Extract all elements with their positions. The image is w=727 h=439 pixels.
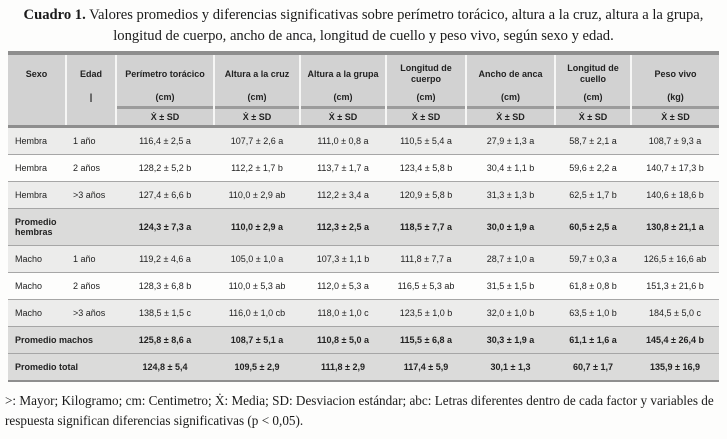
column-stat-label: Ẋ ± SD [578,112,608,123]
value-cell: 31,5 ± 1,5 b [466,273,555,300]
value-cell: 108,7 ± 9,3 a [631,127,719,155]
edad-cell: >3 años [66,300,116,327]
group-label-cell [8,209,116,246]
column-unit: (cm) [333,92,353,103]
table-row [8,327,719,354]
column-stat-label [67,109,115,125]
value-cell: 135,9 ± 16,9 [631,354,719,382]
column-title: Longitud de cuello [567,63,619,84]
column-header-longitud-de-cuello [555,53,631,127]
value-cell: 60,7 ± 1,7 [555,354,631,382]
value-cell: 110,8 ± 5,0 a [300,327,386,354]
value-cell: 110,0 ± 5,3 ab [214,273,300,300]
column-header-peso-vivo [631,53,719,127]
value-cell: 115,5 ± 6,8 a [386,327,466,354]
group-label-cell: Promedio total [8,354,116,382]
value-cell: 111,0 ± 0,8 a [300,127,386,155]
column-title: Sexo [25,68,48,79]
column-header-ancho-de-anca [466,53,555,127]
value-cell: 61,1 ± 1,6 a [555,327,631,354]
value-cell: 107,7 ± 2,6 a [214,127,300,155]
column-unit [8,90,65,105]
column-header-per-metro-tor-cico [116,53,214,127]
table-row [8,354,719,382]
caption-text: Valores promedios y diferencias significativas sobre perímetro torácico, altura a la cruz, altura a la grupa, longitud de cuerpo, ancho de anca, longitud de cuello y peso vivo, según sexo y edad. [85,7,704,44]
value-cell: 118,0 ± 1,0 c [300,300,386,327]
edad-cell: >3 años [66,182,116,209]
column-stat-label [8,109,65,125]
value-cell: 126,5 ± 16,6 ab [631,246,719,273]
column-header-edad [66,53,116,127]
sexo-cell: Hembra [8,155,66,182]
value-cell: 111,8 ± 2,9 [300,354,386,382]
sexo-cell: Hembra [8,127,66,155]
value-cell: 30,3 ± 1,9 a [466,327,555,354]
column-title: Altura a la cruz [224,68,290,79]
value-cell: 118,5 ± 7,7 a [386,209,466,246]
edad-cell: 1 año [66,246,116,273]
value-cell: 125,8 ± 8,6 a [116,327,214,354]
value-cell: 140,6 ± 18,6 b [631,182,719,209]
column-unit: (kg) [667,92,684,103]
column-title: Longitud de cuerpo [400,63,452,84]
value-cell: 110,0 ± 2,9 a [214,209,300,246]
column-unit: (cm) [583,92,603,103]
value-cell: 116,0 ± 1,0 cb [214,300,300,327]
value-cell: 60,5 ± 2,5 a [555,209,631,246]
value-cell: 112,3 ± 2,5 a [300,209,386,246]
value-cell: 128,2 ± 5,2 b [116,155,214,182]
page [0,5,727,439]
value-cell: 123,5 ± 1,0 b [386,300,466,327]
value-cell: 123,4 ± 5,8 b [386,155,466,182]
table-caption [8,5,719,46]
group-label: Promedio hembras [15,217,57,238]
table-body [8,127,719,382]
value-cell: 128,3 ± 6,8 b [116,273,214,300]
column-stat-label: Ẋ ± SD [661,112,690,123]
value-cell: 30,1 ± 1,3 [466,354,555,382]
value-cell: 58,7 ± 2,1 a [555,127,631,155]
value-cell: 112,2 ± 1,7 b [214,155,300,182]
table-row [8,300,719,327]
table-footnote: >: Mayor; Kilogramo; cm: Centimetro; Ẋ: Media; SD: Desviacion estándar; abc: Letras diferentes dentro de cada factor y variables de respuesta significan diferencias significativas (p < 0,05). [5,393,714,429]
value-cell: 112,0 ± 5,3 a [300,273,386,300]
value-cell: 59,6 ± 2,2 a [555,155,631,182]
value-cell: 61,8 ± 0,8 b [555,273,631,300]
column-unit: (cm) [247,92,267,103]
group-label-cell: Promedio machos [8,327,116,354]
value-cell: 130,8 ± 21,1 a [631,209,719,246]
column-stat-label: Ẋ ± SD [242,112,272,123]
caption-label: Cuadro 1. [23,7,86,23]
value-cell: 116,5 ± 5,3 ab [386,273,466,300]
value-cell: 110,0 ± 2,9 ab [214,182,300,209]
value-cell: 127,4 ± 6,6 b [116,182,214,209]
value-cell: 32,0 ± 1,0 b [466,300,555,327]
table-row [8,182,719,209]
table-row [8,209,719,246]
value-cell: 62,5 ± 1,7 b [555,182,631,209]
column-stat-label: Ẋ ± SD [496,112,525,123]
column-header-sexo [8,53,66,127]
value-cell: 117,4 ± 5,9 [386,354,466,382]
table-row [8,155,719,182]
value-cell: 124,8 ± 5,4 [116,354,214,382]
value-cell: 151,3 ± 21,6 b [631,273,719,300]
table-row [8,246,719,273]
column-header-altura-a-la-cruz [214,53,300,127]
column-unit: | [89,92,93,103]
value-cell: 63,5 ± 1,0 b [555,300,631,327]
table-header [8,53,719,127]
value-cell: 111,8 ± 7,7 a [386,246,466,273]
value-cell: 27,9 ± 1,3 a [466,127,555,155]
table-row [8,273,719,300]
value-cell: 113,7 ± 1,7 a [300,155,386,182]
value-cell: 184,5 ± 5,0 c [631,300,719,327]
sexo-cell: Macho [8,300,66,327]
value-cell: 30,4 ± 1,1 b [466,155,555,182]
column-header-longitud-de-cuerpo [386,53,466,127]
column-unit: (cm) [500,92,520,103]
table-row [8,127,719,155]
value-cell: 31,3 ± 1,3 b [466,182,555,209]
value-cell: 120,9 ± 5,8 b [386,182,466,209]
sexo-cell: Hembra [8,182,66,209]
column-title: Peso vivo [654,68,697,79]
edad-cell: 1 año [66,127,116,155]
value-cell: 124,3 ± 7,3 a [116,209,214,246]
column-title: Altura a la grupa [307,68,379,79]
value-cell: 105,0 ± 1,0 a [214,246,300,273]
value-cell: 119,2 ± 4,6 a [116,246,214,273]
value-cell: 28,7 ± 1,0 a [466,246,555,273]
data-table [8,51,719,382]
column-title: Perímetro torácico [125,68,205,79]
value-cell: 30,0 ± 1,9 a [466,209,555,246]
value-cell: 116,4 ± 2,5 a [116,127,214,155]
sexo-cell: Macho [8,273,66,300]
column-unit: (cm) [155,92,175,103]
column-stat-label: Ẋ ± SD [411,112,441,123]
column-unit: (cm) [416,92,436,103]
value-cell: 110,5 ± 5,4 a [386,127,466,155]
value-cell: 107,3 ± 1,1 b [300,246,386,273]
value-cell: 138,5 ± 1,5 c [116,300,214,327]
column-header-altura-a-la-grupa [300,53,386,127]
value-cell: 140,7 ± 17,3 b [631,155,719,182]
column-stat-label: Ẋ ± SD [150,112,180,123]
column-title: Edad [79,68,102,79]
value-cell: 109,5 ± 2,9 [214,354,300,382]
value-cell: 59,7 ± 0,3 a [555,246,631,273]
column-title: Ancho de anca [478,68,543,79]
header-row [8,53,719,127]
edad-cell: 2 años [66,273,116,300]
value-cell: 108,7 ± 5,1 a [214,327,300,354]
edad-cell: 2 años [66,155,116,182]
column-stat-label: Ẋ ± SD [328,112,358,123]
sexo-cell: Macho [8,246,66,273]
value-cell: 112,2 ± 3,4 a [300,182,386,209]
value-cell: 145,4 ± 26,4 b [631,327,719,354]
